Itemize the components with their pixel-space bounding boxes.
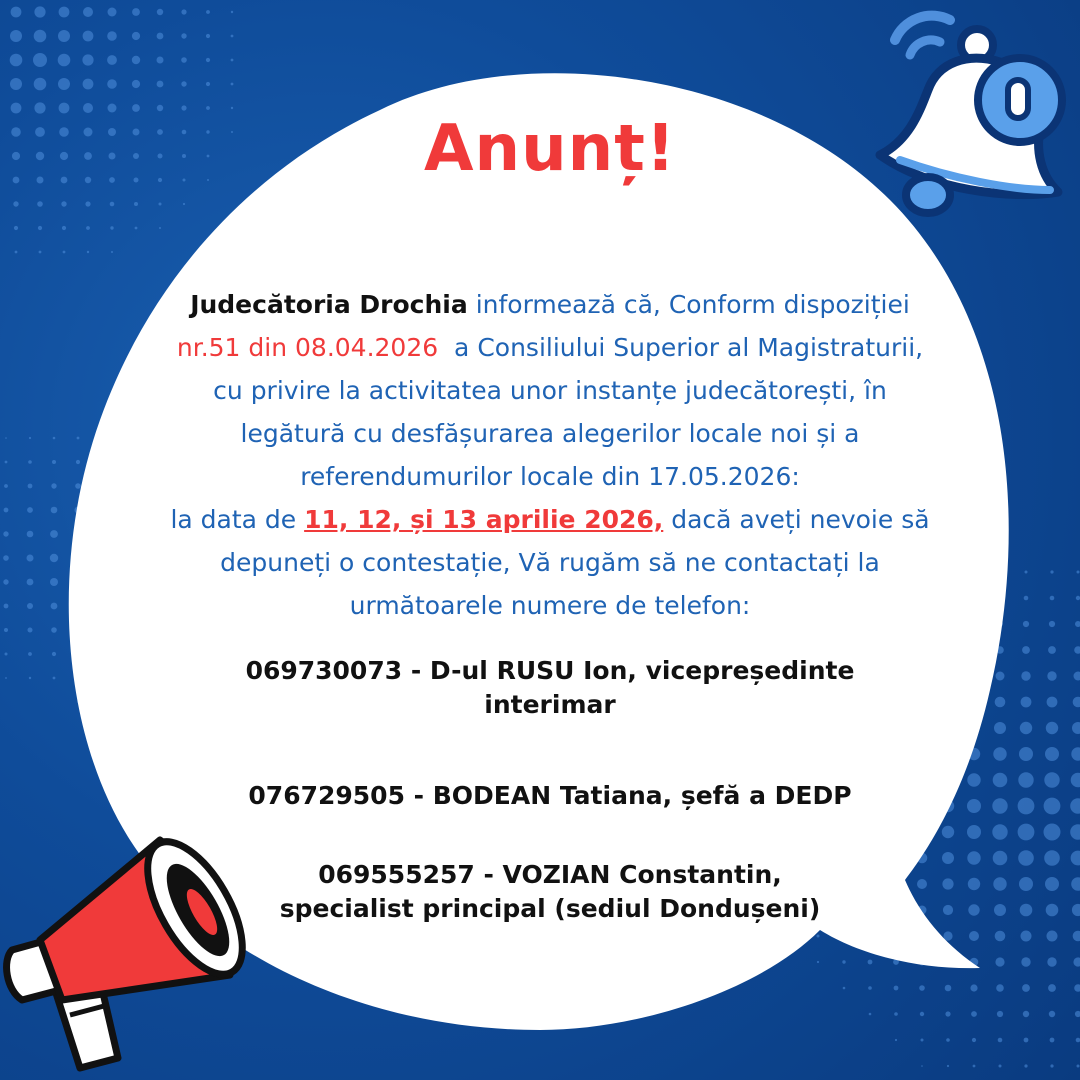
body-text: dacă aveți nevoie să: [663, 505, 930, 534]
highlighted-dates: 11, 12, și 13 aprilie 2026,: [304, 505, 664, 534]
body-line-5: referendumurilor locale din 17.05.2026:: [300, 462, 800, 491]
body-line-4: legătură cu desfășurarea alegerilor locale noi și a: [240, 419, 860, 448]
contact-line: 069730073 - D-ul RUSU Ion, vicepreședinte: [245, 656, 855, 685]
body-line-8: depuneți o contestație, Vă rugăm să ne contactați la: [220, 548, 880, 577]
megaphone-icon: [0, 800, 260, 1080]
contact-line: 069555257 - VOZIAN Constantin,: [318, 860, 782, 889]
disposition-reference: nr.51 din 08.04.2026: [176, 333, 439, 362]
announcement-body: [90, 283, 1010, 627]
contact-line: specialist principal (sediul Dondușeni): [279, 894, 821, 923]
body-line-6: [90, 498, 1010, 541]
contact-entry: [150, 779, 950, 813]
body-text: a Consiliului Superior al Magistraturii,: [438, 333, 924, 362]
court-name: Judecătoria Drochia: [190, 290, 468, 319]
contact-line: interimar: [484, 690, 616, 719]
body-text: la data de: [170, 505, 305, 534]
body-line-3: cu privire la activitatea unor instanțe judecătorești, în: [213, 376, 887, 405]
contact-entry: [150, 654, 950, 722]
body-text: informează că, Conform dispoziției: [467, 290, 910, 319]
contact-line: 076729505 - BODEAN Tatiana, șefă a DEDP: [248, 781, 852, 810]
page-title: Anunț!: [424, 112, 676, 186]
body-line-9: următoarele numere de telefon:: [349, 591, 751, 620]
contact-entry: [150, 858, 950, 926]
body-line-2: [90, 326, 1010, 369]
body-line-1: [90, 283, 1010, 326]
